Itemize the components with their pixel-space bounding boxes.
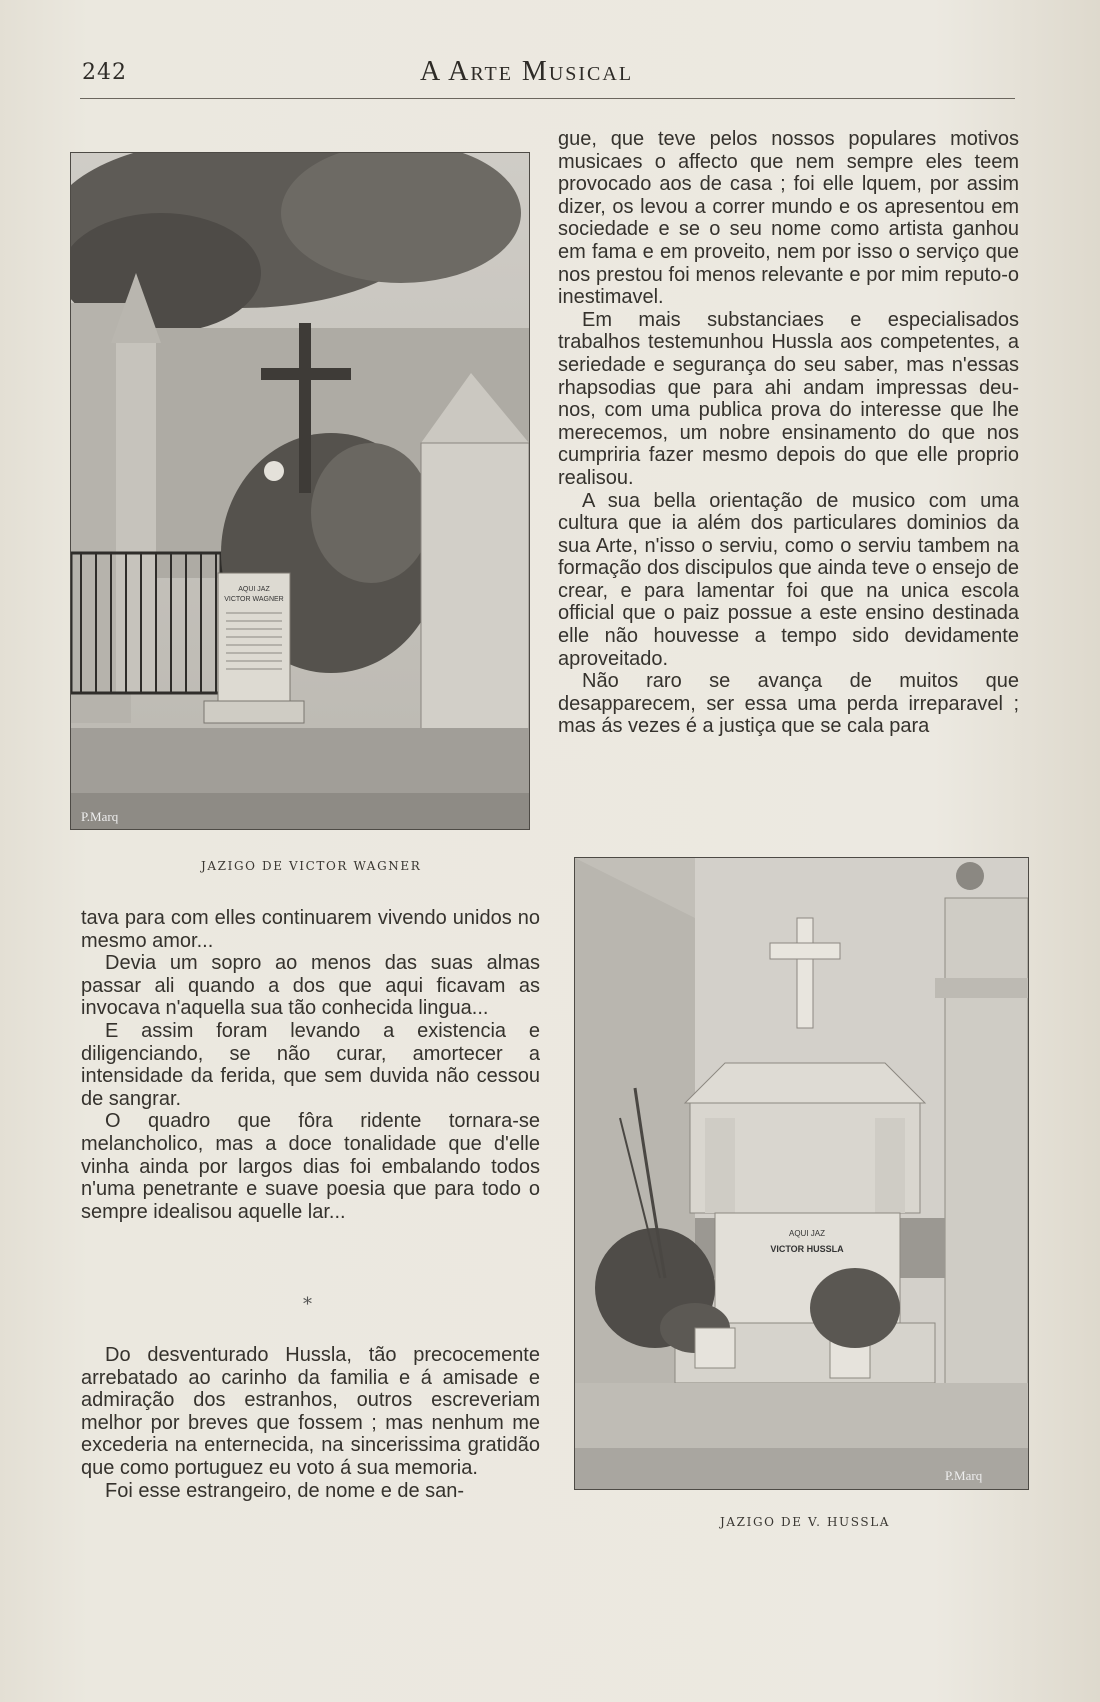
hussla-inscription-line-2: VICTOR HUSSLA <box>770 1244 844 1254</box>
caption-victor-wagner: JAZIGO DE VICTOR WAGNER <box>201 859 422 873</box>
wagner-photo-signature: P.Marq <box>81 809 119 824</box>
paragraph: Do desventurado Hussla, tão precocemente arrebatado ao carinho da familia e á amisade e admiração dos estranhos, outros escreveriam melhor por breves que fossem ; mas nenhum me excederia na enternecida, na sincerissima gratidão que como portuguez eu voto á sua memoria. <box>81 1344 540 1479</box>
paragraph: Foi esse estrangeiro, de nome e de san- <box>105 1479 465 1502</box>
photo-victor-wagner-tomb <box>70 152 530 830</box>
paragraph: Em mais substanciaes e especialisados trabalhos testemunhou Hussla aos competentes, a seriedade e segurança do seu saber, mas n'essas rhapsodias que para ahi andam impressas deu-nos, com uma publica prova do interesse que lhe merecemos, um nobre ensinamento do que nos cumpriria fazer mesmo depois do que elle proprio realisou. <box>558 308 1019 489</box>
hussla-inscription-line-1: AQUI JAZ <box>788 1229 826 1238</box>
paragraph: Não raro se avança de muitos que desapparecem, ser essa uma perda irreparavel ; mas ás vezes é a justiça que se cala para <box>558 670 1019 738</box>
paragraph: E assim foram levando a existencia e diligenciando, se não curar, amortecer a intensidade da ferida, que sem duvida não cessou de sangrar. <box>81 1019 540 1110</box>
paragraph: gue, que teve pelos nossos populares motivos musicaes o affecto que nem sempre eles teem provocado aos de casa ; foi elle lquem, por assim dizer, os levou a correr mundo e os apresentou em sociedade e se o seu nome como artista ganhou em fama e em proveito, nem por isso o serviço que nos prestou foi menos relevante e por mim reputo-o inestimavel. <box>558 128 1019 309</box>
header-rule <box>80 98 1015 99</box>
running-title: A Arte Musical <box>420 56 634 87</box>
left-column-text-middle <box>81 907 540 1223</box>
paragraph: A sua bella orientação de musico com uma cultura que ia além dos particulares dominios da sua Arte, n'isso o serviu, como o serviu tambem na formação dos discipulos que ainda teve o ensejo de crear, e para lamentar foi que na unica escola official que o paiz possue a este ensino destinada elle não houvesse a tempo sido devidamente aproveitado. <box>558 489 1019 670</box>
hussla-photo-signature: P.Marq <box>945 1468 983 1483</box>
paragraph: Devia um sopro ao menos das suas almas passar ali quando a dos que aqui ficavam as invocava n'aquella sua tão conhecida lingua... <box>81 952 540 1020</box>
paragraph: tava para com elles continuarem vivendo unidos no mesmo amor... <box>81 907 540 952</box>
left-column-text-bottom <box>81 1344 540 1502</box>
wagner-inscription-line-1: AQUI JAZ <box>238 586 270 593</box>
caption-hussla: JAZIGO DE V. HUSSLA <box>720 1515 891 1529</box>
tomb-photo-illustration <box>71 153 529 829</box>
page-number: 242 <box>82 60 127 85</box>
page-header <box>0 56 1100 100</box>
paragraph: O quadro que fôra ridente tornara-se melancholico, mas a doce tonalidade que d'elle vinha ainda por largos dias foi embalando todos n'uma penetrante e suave poesia que para todo o sempre idealisou aquelle lar... <box>81 1110 540 1223</box>
section-separator: * <box>303 1294 312 1315</box>
wagner-inscription-line-2: VICTOR WAGNER <box>224 596 284 603</box>
tomb-photo-illustration <box>575 858 1028 1489</box>
right-column-text <box>558 128 1019 738</box>
photo-hussla-tomb <box>574 857 1029 1490</box>
